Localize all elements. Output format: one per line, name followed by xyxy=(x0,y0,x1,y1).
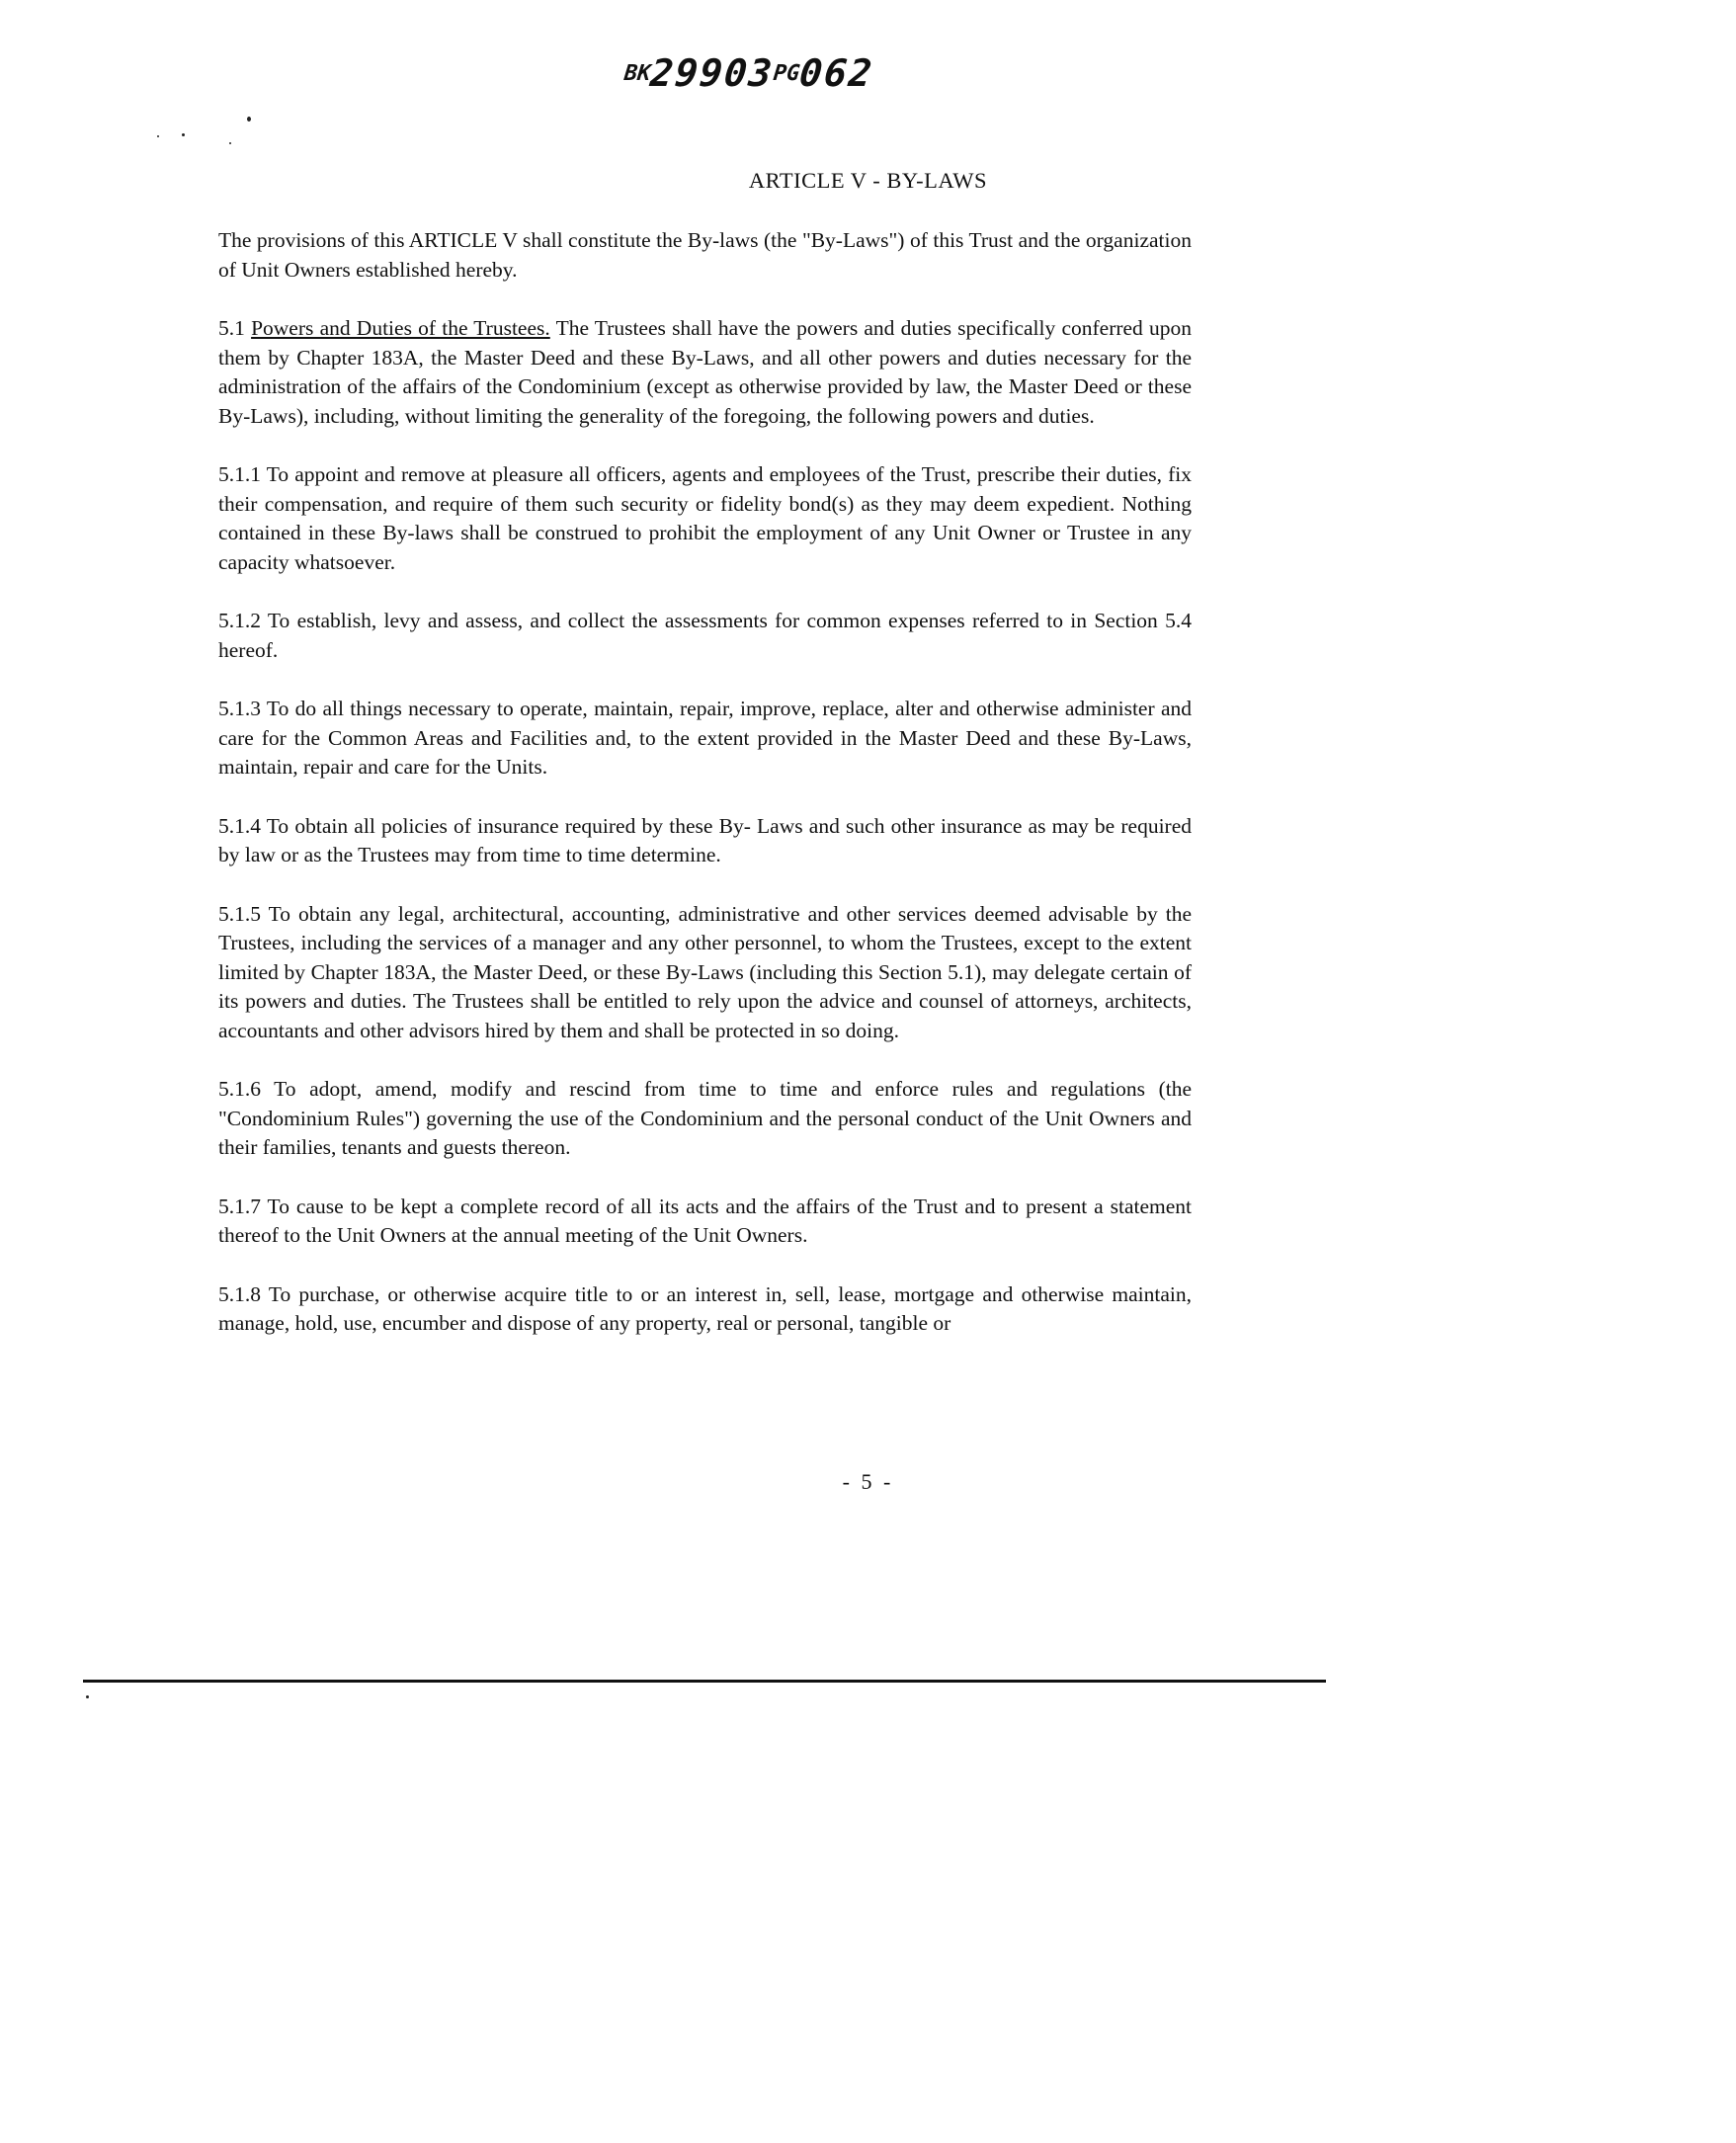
scan-speck xyxy=(157,135,159,137)
section-5-1-4: 5.1.4 To obtain all policies of insurance required by these By- Laws and such other insurance as may be required by law or as the Trustees may from time to time determine. xyxy=(218,813,1192,866)
scan-speck xyxy=(247,117,251,122)
section-5-1-8: 5.1.8 To purchase, or otherwise acquire title to or an interest in, sell, lease, mortgage and otherwise maintain, manage, hold, use, encumber and dispose of any property, real or personal, tangible or xyxy=(218,1281,1192,1335)
section-5-1-1: 5.1.1 To appoint and remove at pleasure all officers, agents and employees of the Trust, prescribe their duties, fix their compensation, and require of them such security or fidelity bond(s) as they may deem expedient. Nothing contained in these By-laws shall be construed to prohibit the employment of any Unit Owner or Trustee in any capacity whatsoever. xyxy=(218,462,1192,574)
scan-speck xyxy=(182,133,185,136)
section-5-1 xyxy=(218,314,1192,431)
stamp-book-prefix: BK xyxy=(622,61,652,86)
section-5-1-5: 5.1.5 To obtain any legal, architectural, accounting, administrative and other services deemed advisable by the Trustees, including the services of a manager and any other personnel, to whom the Trustees, except to the extent limited by Chapter 183A, the Master Deed, or these By-Laws (including this Section 5.1), may delegate certain of its powers and duties. The Trustees shall be entitled to rely upon the advice and counsel of attorneys, architects, accountants and other advisors hired by them and shall be protected in so doing. xyxy=(218,901,1192,1042)
section-5-1-number: 5.1 xyxy=(218,316,252,340)
section-5-1-text: The Trustees shall have the powers and duties specifically conferred upon them by Chapter 183A, the Master Deed and these By-Laws, and all other powers and duties necessary for the administration of the affairs of the Condominium (except as otherwise provided by law, the Master Deed or these By-Laws), including, without limiting the generality of the foregoing, the following powers and duties. xyxy=(218,316,1192,428)
scan-speck xyxy=(229,142,231,144)
intro-paragraph: The provisions of this ARTICLE V shall constitute the By-laws (the "By-Laws") of this Trust and the organization of Unit Owners established hereby. xyxy=(218,228,1192,282)
stamp-page-separator: PG xyxy=(772,61,801,86)
section-5-1-6: 5.1.6 To adopt, amend, modify and rescind from time to time and enforce rules and regulations (the "Condominium Rules") governing the use of the Condominium and the personal conduct of the Unit Owners and their families, tenants and guests thereon. xyxy=(218,1077,1192,1159)
section-5-1-heading: Powers and Duties of the Trustees. xyxy=(251,316,550,340)
bottom-rule-divider xyxy=(83,1680,1326,1683)
recording-stamp xyxy=(622,51,876,95)
stamp-book-number: 29903 xyxy=(648,51,777,95)
document-body xyxy=(218,226,1192,1368)
stamp-page-number: 062 xyxy=(797,51,876,95)
scan-speck xyxy=(86,1695,89,1698)
page-number: - 5 - xyxy=(842,1469,894,1494)
section-5-1-2: 5.1.2 To establish, levy and assess, and collect the assessments for common expenses referred to in Section 5.4 hereof. xyxy=(218,609,1192,662)
section-5-1-3: 5.1.3 To do all things necessary to operate, maintain, repair, improve, replace, alter and otherwise administer and care for the Common Areas and Facilities and, to the extent provided in the Master Deed and these By-Laws, maintain, repair and care for the Units. xyxy=(218,697,1192,779)
article-title: ARTICLE V - BY-LAWS xyxy=(748,168,988,193)
section-5-1-7: 5.1.7 To cause to be kept a complete record of all its acts and the affairs of the Trust and to present a statement thereof to the Unit Owners at the annual meeting of the Unit Owners. xyxy=(218,1194,1192,1247)
